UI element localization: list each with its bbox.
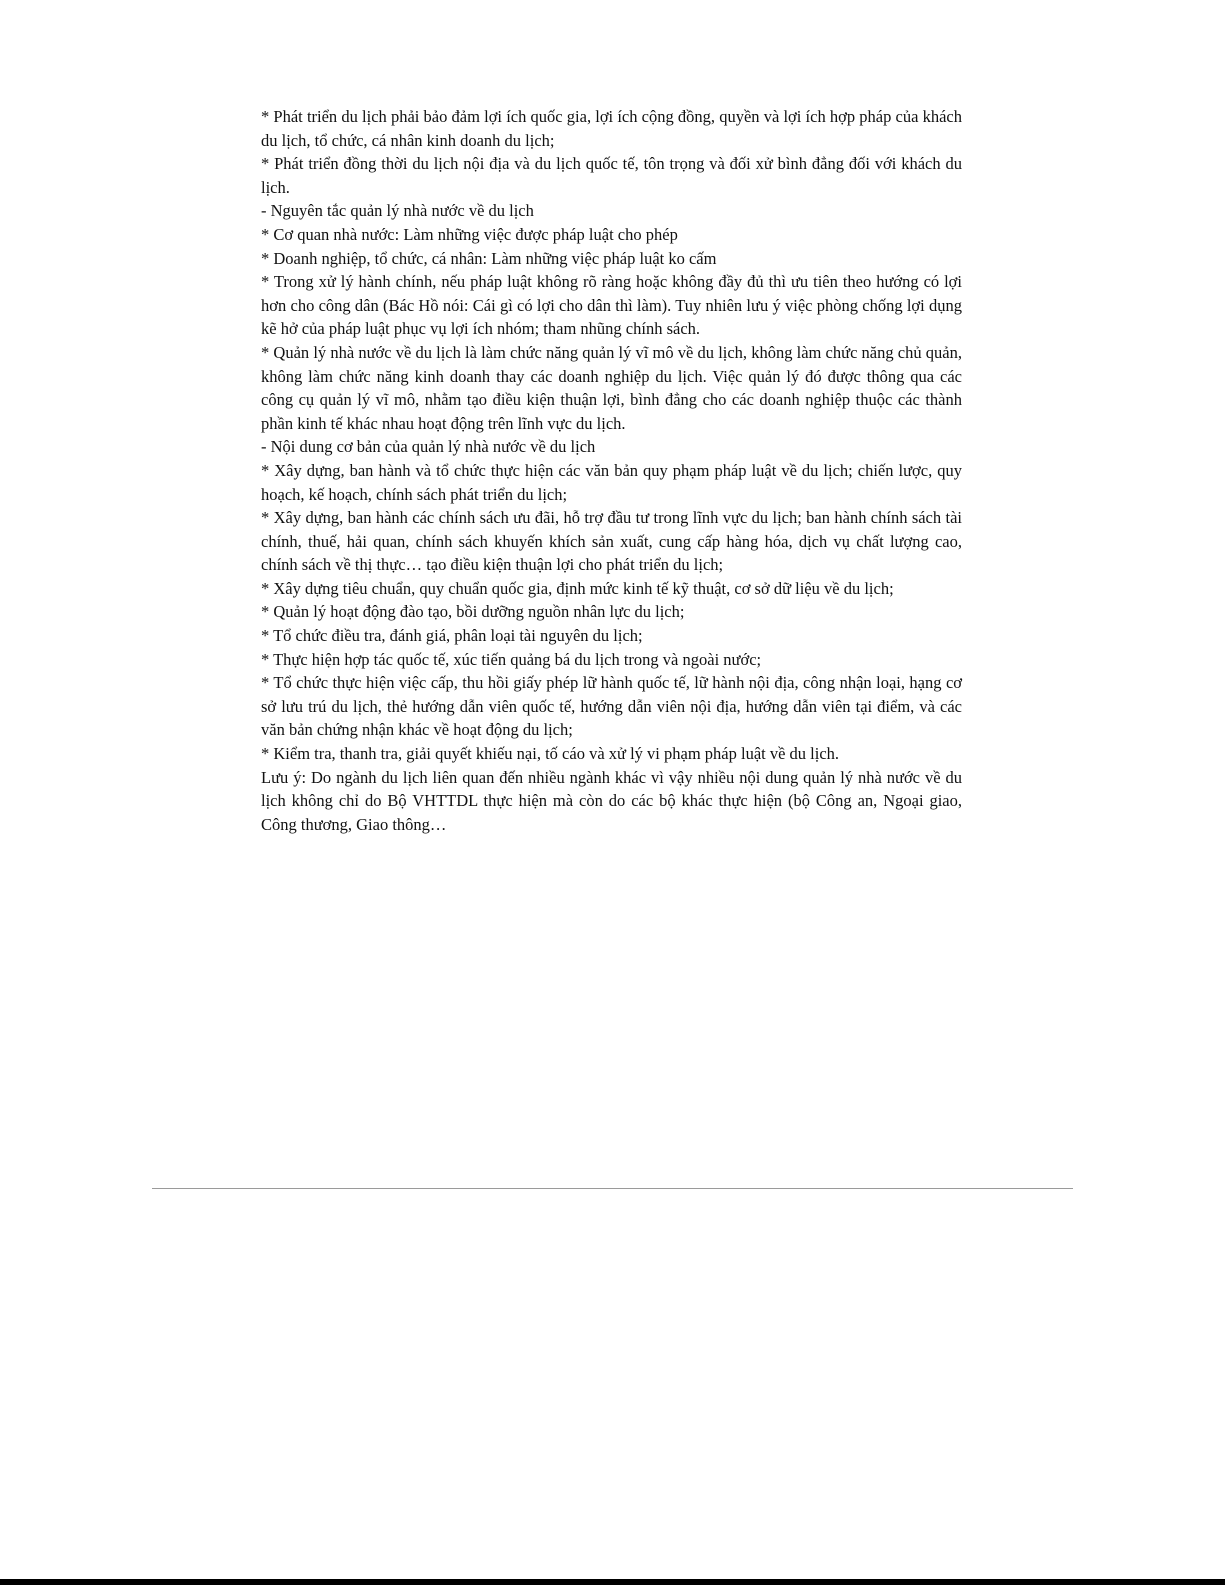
section-heading: - Nguyên tắc quản lý nhà nước về du lịch [261,201,534,221]
paragraph: * Thực hiện hợp tác quốc tế, xúc tiến quảng bá du lịch trong và ngoài nước; [261,649,762,669]
paragraph: * Phát triển du lịch phải bảo đảm lợi ích quốc gia, lợi ích cộng đồng, quyền và lợi ích hợp pháp của khách du lịch, tổ chức, cá nhân kinh doanh du lịch; [261,107,962,150]
paragraph: * Quản lý hoạt động đào tạo, bồi dưỡng nguồn nhân lực du lịch; [261,602,685,622]
page-divider [152,1188,1073,1189]
paragraph: * Xây dựng tiêu chuẩn, quy chuẩn quốc gia, định mức kinh tế kỹ thuật, cơ sở dữ liệu về du lịch; [261,578,894,598]
paragraph: * Trong xử lý hành chính, nếu pháp luật không rõ ràng hoặc không đầy đủ thì ưu tiên theo hướng có lợi hơn cho công dân (Bác Hồ nói: Cái gì có lợi cho dân thì làm). Tuy nhiên lưu ý việc phòng chống lợi dụng kẽ hở của pháp luật phục vụ lợi ích nhóm; tham nhũng chính sách. [261,272,962,339]
note-paragraph: Lưu ý: Do ngành du lịch liên quan đến nhiều ngành khác vì vậy nhiều nội dung quản lý nhà nước về du lịch không chỉ do Bộ VHTTDL thực hiện mà còn do các bộ khác thực hiện (bộ Công an, Ngoại giao, Công thương, Giao thông… [261,767,962,834]
page-bottom-edge [0,1579,1225,1585]
paragraph: * Xây dựng, ban hành các chính sách ưu đãi, hỗ trợ đầu tư trong lĩnh vực du lịch; ban hành chính sách tài chính, thuế, hải quan, chính sách khuyến khích sản xuất, cung cấp hàng hóa, dịch vụ chất lượng cao, chính sách về thị thực… tạo điều kiện thuận lợi cho phát triển du lịch; [261,508,962,575]
paragraph: * Tổ chức thực hiện việc cấp, thu hồi giấy phép lữ hành quốc tế, lữ hành nội địa, công nhận loại, hạng cơ sở lưu trú du lịch, thẻ hướng dẫn viên quốc tế, hướng dẫn viên nội địa, hướng dẫn viên tại điểm, và các văn bản chứng nhận khác về hoạt động du lịch; [261,673,962,740]
document-body [261,105,962,836]
paragraph: * Phát triển đồng thời du lịch nội địa và du lịch quốc tế, tôn trọng và đối xử bình đẳng đối với khách du lịch. [261,154,962,197]
paragraph: * Kiểm tra, thanh tra, giải quyết khiếu nại, tố cáo và xử lý vi phạm pháp luật về du lịch. [261,744,840,764]
paragraph: * Doanh nghiệp, tổ chức, cá nhân: Làm những việc pháp luật ko cấm [261,248,717,268]
section-heading: - Nội dung cơ bản của quản lý nhà nước về du lịch [261,437,596,457]
paragraph: * Quản lý nhà nước về du lịch là làm chức năng quản lý vĩ mô về du lịch, không làm chức năng chủ quản, không làm chức năng kinh doanh thay các doanh nghiệp du lịch. Việc quản lý đó được thông qua các công cụ quản lý vĩ mô, nhằm tạo điều kiện thuận lợi, bình đẳng cho các doanh nghiệp thuộc các thành phần kinh tế khác nhau hoạt động trên lĩnh vực du lịch. [261,342,962,433]
paragraph: * Tổ chức điều tra, đánh giá, phân loại tài nguyên du lịch; [261,626,643,646]
paragraph: * Xây dựng, ban hành và tổ chức thực hiện các văn bản quy phạm pháp luật về du lịch; chiến lược, quy hoạch, kế hoạch, chính sách phát triển du lịch; [261,460,962,504]
paragraph: * Cơ quan nhà nước: Làm những việc được pháp luật cho phép [261,224,678,244]
